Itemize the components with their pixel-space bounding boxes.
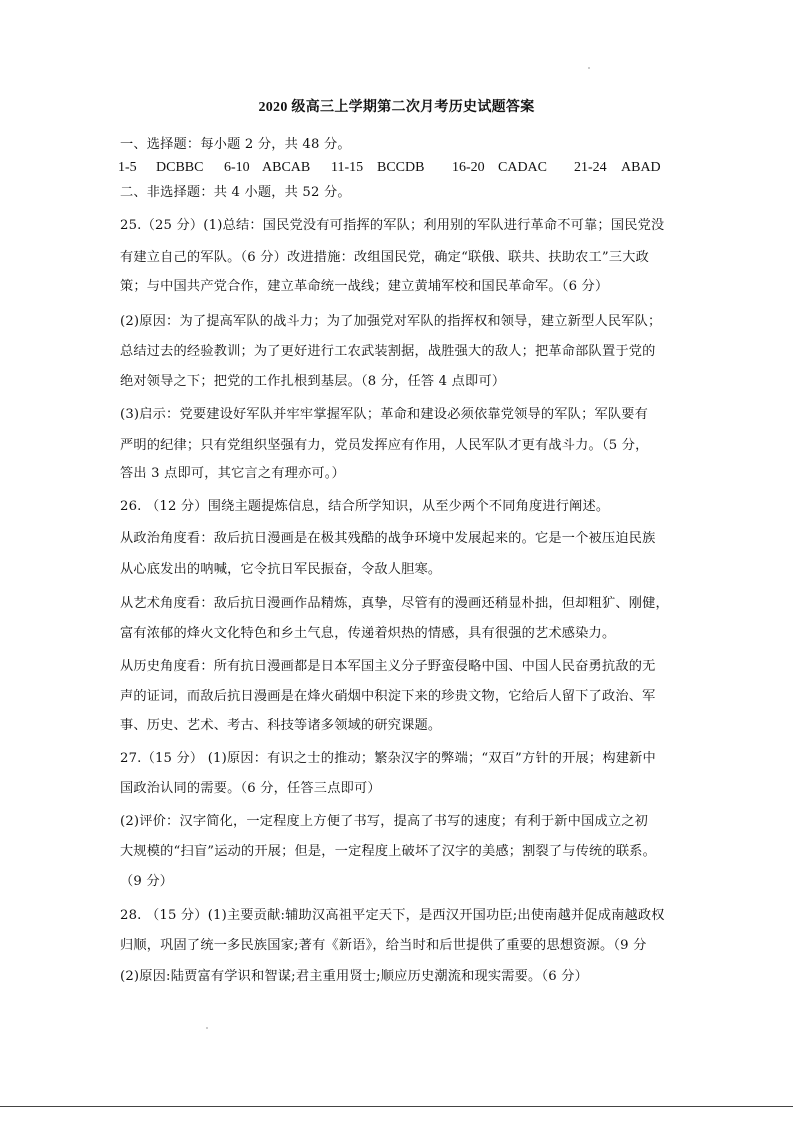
q25-text-line: 严明的纪律；只有党组织坚强有力，党员发挥应有作用，人民军队才更有战斗力。（5 分， (120, 438, 649, 453)
answer-key: ABAD (621, 160, 661, 175)
q26-text-line: 从政治角度看：敌后抗日漫画是在极其残酷的战争环境中发展起来的。它是一个被压迫民族 (120, 531, 656, 546)
q28-text-line: 28. （15 分）(1)主要贡献:辅助汉高祖平定天下，是西汉开国功臣;出使南越并促成南越政权 (120, 908, 665, 923)
q26-text-line: 从历史角度看：所有抗日漫画都是日本军国主义分子野蛮侵略中国、中国人民奋勇抗敌的无 (120, 659, 656, 674)
q26-text-line: 富有浓郁的烽火文化特色和乡土气息，传递着炽热的情感，具有很强的艺术感染力。 (120, 626, 616, 641)
q25-text-line: 绝对领导之下；把党的工作扎根到基层。（8 分，任答 4 点即可） (120, 374, 506, 389)
answer-key: DCBBC (156, 160, 204, 175)
answer-range: 21-24 (574, 160, 607, 175)
q28-text-line: (2)原因:陆贾富有学识和智谋;君主重用贤士;顺应历史潮流和现实需要。（6 分） (120, 969, 588, 984)
q27-text-line: (2)评价：汉字简化，一定程度上方便了书写，提高了书写的速度；有利于新中国成立之初 (120, 814, 649, 829)
mcq-answer-row (118, 160, 698, 180)
scan-speck (206, 1027, 208, 1029)
page-title: 2020 级高三上学期第二次月考历史试题答案 (258, 100, 535, 115)
section-2-heading: 二、非选择题：共 4 小题，共 52 分。 (120, 185, 351, 200)
q26-text-line: 从艺术角度看：敌后抗日漫画作品精炼，真挚，尽管有的漫画还稍显朴拙，但却粗犷、刚健， (120, 596, 669, 611)
answer-range: 11-15 (331, 160, 364, 175)
q26-text-line: 从心底发出的呐喊，它令抗日军民振奋，令敌人胆寒。 (120, 562, 442, 577)
answer-key: BCCDB (377, 160, 425, 175)
answer-range: 6-10 (224, 160, 250, 175)
q25-text-line: (3)启示：党要建设好军队并牢牢掌握军队；革命和建设必须依靠党领导的军队；军队要有 (120, 407, 649, 422)
answer-range: 16-20 (452, 160, 485, 175)
section-1-heading: 一、选择题：每小题 2 分，共 48 分。 (120, 137, 351, 152)
answer-key: ABCAB (262, 160, 311, 175)
q26-text-line: 26. （12 分）围绕主题提炼信息，结合所学知识，从至少两个不同角度进行阐述。 (120, 499, 610, 514)
q27-text-line: （9 分） (120, 874, 174, 889)
q25-text-line: 总结过去的经验教训；为了更好进行工农武装割据，战胜强大的敌人；把革命部队置于党的 (120, 344, 656, 359)
scan-speck (588, 67, 590, 69)
q27-text-line: 大规模的“扫盲”运动的开展；但是，一定程度上破坏了汉字的美感；割裂了与传统的联系。 (120, 844, 656, 859)
q26-text-line: 事、历史、艺术、考古、科技等诸多领域的研究课题。 (120, 718, 442, 733)
q25-text-line: 25.（25 分）(1)总结：国民党没有可指挥的军队；利用别的军队进行革命不可靠；国民党没 (120, 218, 665, 233)
answer-range: 1-5 (118, 160, 137, 175)
q25-text-line: 策；与中国共产党合作，建立革命统一战线；建立黄埔军校和国民革命军。（6 分） (120, 279, 609, 294)
q27-text-line: 27.（15 分） (1)原因：有识之士的推动；繁杂汉字的弊端；“双百”方针的开展；构建新中 (120, 751, 656, 766)
q27-text-line: 国政治认同的需要。（6 分，任答三点即可） (120, 781, 381, 796)
q28-text-line: 归顺，巩固了统一多民族国家;著有《新语》，给当时和后世提供了重要的思想资源。（9 分 (120, 938, 647, 953)
q25-text-line: 有建立自己的军队。（6 分）改进措施：改组国民党，确定“联俄、联共、扶助农工”三大政 (120, 250, 649, 265)
answer-key: CADAC (498, 160, 548, 175)
page-bottom-rule (0, 1106, 793, 1107)
q25-text-line: 答出 3 点即可，其它言之有理亦可。） (120, 466, 345, 481)
q25-text-line: (2)原因：为了提高军队的战斗力；为了加强党对军队的指挥权和领导，建立新型人民军队； (120, 314, 662, 329)
q26-text-line: 声的证词，而敌后抗日漫画是在烽火硝烟中积淀下来的珍贵文物，它给后人留下了政治、军 (120, 689, 656, 704)
